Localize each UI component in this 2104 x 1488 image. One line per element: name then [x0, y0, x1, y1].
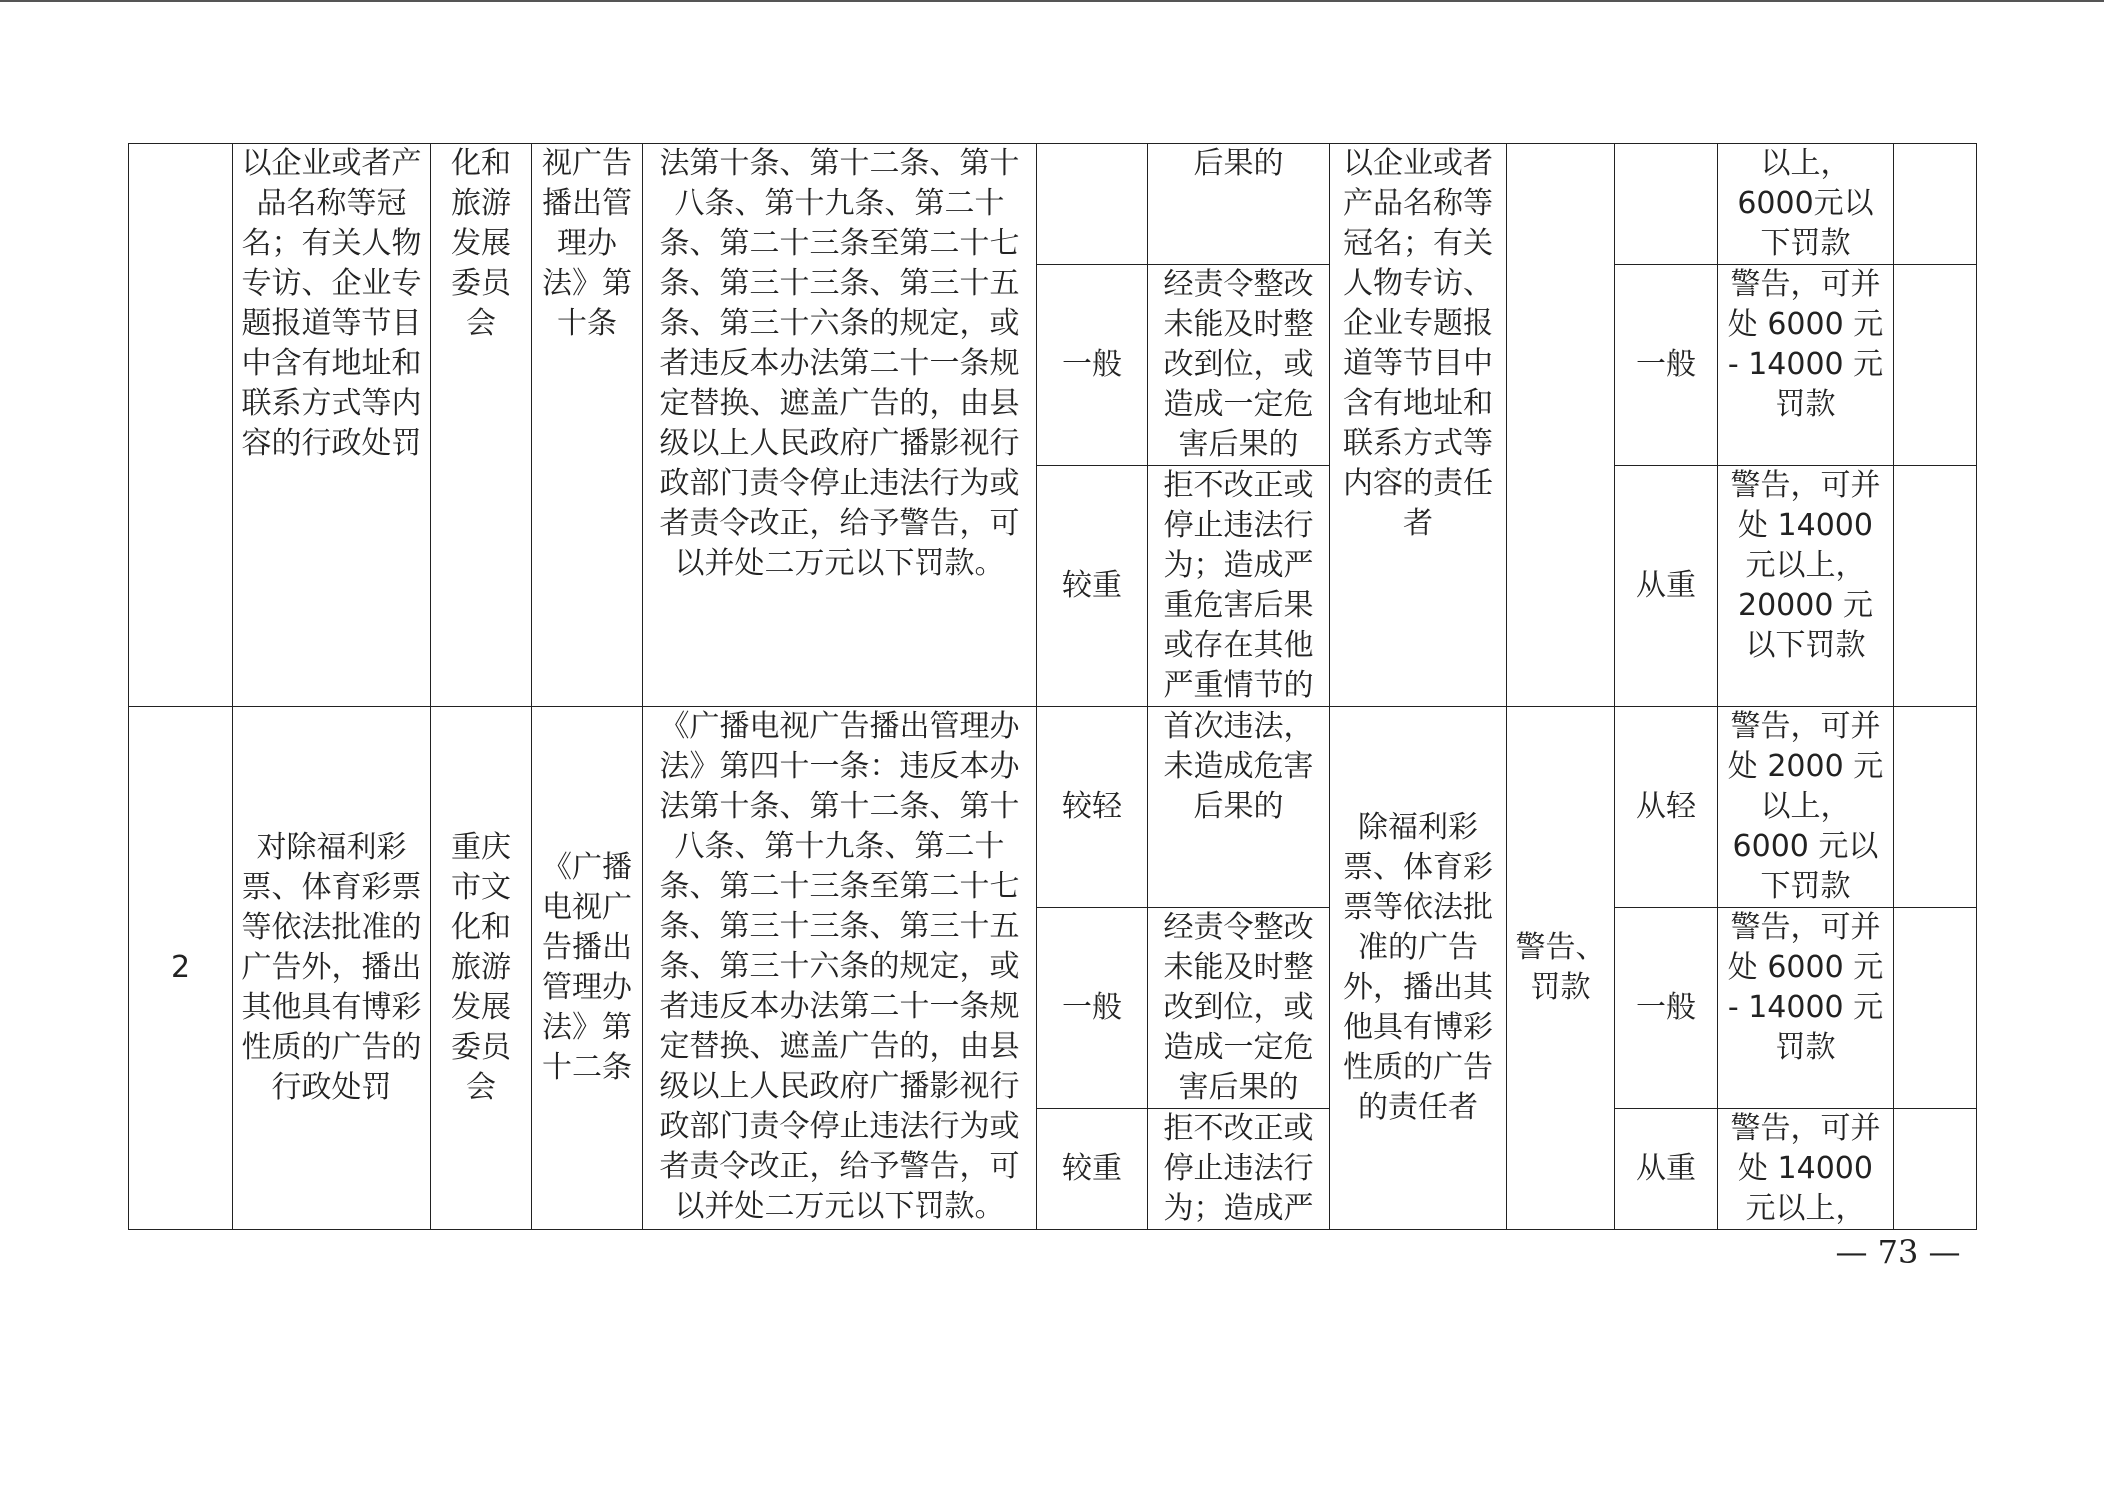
basis-cell: 《广播电视广告播出管理办法》第十二条 [532, 707, 643, 1230]
scale-cell: 一般 [1615, 265, 1718, 466]
subject-cell: 以企业或者产品名称等冠名；有关人物专访、企业专题报道等节目中含有地址和联系方式等内容的责任者 [1330, 144, 1507, 707]
standard-cell: 警告，可并处 6000 元 - 14000 元罚款 [1718, 908, 1894, 1109]
note-cell [1894, 707, 1977, 908]
circumstance-cell: 经责令整改未能及时整改到位，或造成一定危害后果的 [1148, 908, 1330, 1109]
grade-cell: 较轻 [1037, 707, 1148, 908]
grade-cell: 较重 [1037, 466, 1148, 707]
note-cell [1894, 265, 1977, 466]
top-rule [0, 0, 2104, 2]
penalty-table [128, 143, 1977, 1230]
note-cell [1894, 466, 1977, 707]
page-number: — 73 — [1835, 1233, 1961, 1271]
standard-cell: 警告，可并处 2000 元以上，6000 元以下罚款 [1718, 707, 1894, 908]
standard-cell: 以上，6000元以下罚款 [1718, 144, 1894, 265]
scale-cell: 从轻 [1615, 707, 1718, 908]
authority-cell: 重庆市文化和旅游发展委员会 [431, 707, 532, 1230]
penalty-type-cell [1507, 144, 1615, 707]
table-row [129, 144, 1977, 265]
subject-cell: 除福利彩票、体育彩票等依法批准的广告外，播出其他具有博彩性质的广告的责任者 [1330, 707, 1507, 1230]
basis-cell: 视广告播出管理办法》第十条 [532, 144, 643, 707]
scale-cell: 从重 [1615, 1109, 1718, 1230]
circumstance-cell: 拒不改正或停止违法行为；造成严重危害后果或存在其他严重情节的 [1148, 466, 1330, 707]
grade-cell [1037, 144, 1148, 265]
number-cell [129, 144, 233, 707]
table-row [129, 707, 1977, 908]
penalty-type-cell: 警告、罚款 [1507, 707, 1615, 1230]
standard-cell: 警告，可并处 6000 元 - 14000 元罚款 [1718, 265, 1894, 466]
law-text-cell: 法第十条、第十二条、第十八条、第十九条、第二十条、第二十三条至第二十七条、第三十三条、第三十五条、第三十六条的规定，或者违反本办法第二十一条规定替换、遮盖广告的，由县级以上人民政府广播影视行政部门责令停止违法行为或者责令改正，给予警告，可以并处二万元以下罚款。 [643, 144, 1037, 707]
item-cell: 以企业或者产品名称等冠名；有关人物专访、企业专题报道等节目中含有地址和联系方式等内容的行政处罚 [233, 144, 431, 707]
scale-cell [1615, 144, 1718, 265]
standard-cell: 警告，可并处 14000 元以上， [1718, 1109, 1894, 1230]
note-cell [1894, 1109, 1977, 1230]
grade-cell: 较重 [1037, 1109, 1148, 1230]
item-cell: 对除福利彩票、体育彩票等依法批准的广告外，播出其他具有博彩性质的广告的行政处罚 [233, 707, 431, 1230]
number-cell: 2 [129, 707, 233, 1230]
circumstance-cell: 拒不改正或停止违法行为；造成严 [1148, 1109, 1330, 1230]
grade-cell: 一般 [1037, 265, 1148, 466]
authority-cell: 化和旅游发展委员会 [431, 144, 532, 707]
circumstance-cell: 后果的 [1148, 144, 1330, 265]
scale-cell: 一般 [1615, 908, 1718, 1109]
circumstance-cell: 经责令整改未能及时整改到位，或造成一定危害后果的 [1148, 265, 1330, 466]
circumstance-cell: 首次违法，未造成危害后果的 [1148, 707, 1330, 908]
note-cell [1894, 144, 1977, 265]
standard-cell: 警告，可并处 14000 元以上，20000 元以下罚款 [1718, 466, 1894, 707]
note-cell [1894, 908, 1977, 1109]
grade-cell: 一般 [1037, 908, 1148, 1109]
scale-cell: 从重 [1615, 466, 1718, 707]
law-text-cell: 《广播电视广告播出管理办法》第四十一条：违反本办法第十条、第十二条、第十八条、第十九条、第二十条、第二十三条至第二十七条、第三十三条、第三十五条、第三十六条的规定，或者违反本办法第二十一条规定替换、遮盖广告的，由县级以上人民政府广播影视行政部门责令停止违法行为或者责令改正，给予警告，可以并处二万元以下罚款。 [643, 707, 1037, 1230]
